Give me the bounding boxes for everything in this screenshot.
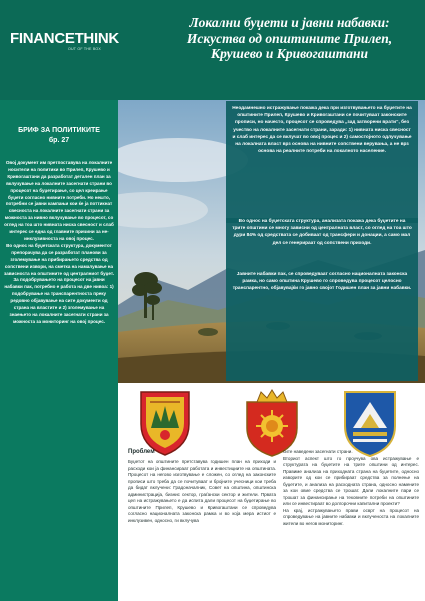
header-band — [0, 0, 425, 100]
problem-column-1 — [128, 459, 276, 524]
sidebar-paragraph: Овој документ им претпоставува на локалните носители на политики во Прилеп, Крушево и Кривогаштани да разработат детален план за вклучување на локалните засегнати страни во процесот на буџетирање, со цел креирање буџети согласно нивните потреби. Но нешто, потребни се јавни кампањи кои ќе ја поттикнат свесноста на локалните засегнати страни за можноста за нивно вклучување во процесот, со оглед на тоа што нивната ниска свесност и слаб интерес се една од главните причини за не-инклузивноста на овој процес. — [4, 160, 114, 241]
brief-label — [0, 126, 118, 146]
krivogashtani-crest-icon — [341, 388, 399, 458]
title-line-3: Крушево и Кривогаштани — [210, 46, 369, 61]
problem-heading: Проблем — [128, 449, 155, 455]
page-title — [157, 15, 422, 62]
key-finding-text: Неодамнешно истражување покажа дека при изготвувањето на буџетите на општините Прилеп, Крушево и Кривогаштани се почитуваат законските прописи, но начесто, процесот се спроведува „зад затворени врати“, без учество на локалните засегнати страни, заради: 1) нивната ниска свесност и слаб интерес да се вклучат во овој процес и 2) самостојното одлучување на локалната власт врз основа на нивните сопствени верувања, а не врз основа на реалните потреби на локалното население. — [232, 106, 412, 155]
problem-paragraph: сите наведени засегнати страни. — [283, 449, 353, 454]
title-line-1: Локални буџети и јавни набавки: — [189, 15, 390, 30]
problem-paragraph: Буџетот на општините претставува годишен план на приходи и расходи кои ја финансираат работата и инвестициите на општината. Процесот на негово изготвување е сложен, со оглед на законските прописи што треба да се почитуваат и бројните учесници кои треба да бидат вклучени: Градоначалник, Совет на општина, општинска администрација, бизнис сектор, граѓански сектор и жители. Првата цел на истражувањето е да испита дали процесот на буџетирање во општините Прилеп, Крушево и Кривогаштани се спроведува согласно националната законска рамка и во која мера истиот е инклузивен, односно, ги вклучува — [128, 459, 276, 523]
key-finding-text: Јавните набавки пак, се спроведуваат согласно националната законска рамка, но само општина Крушево го спроведува процесот целосно транспарентно, објавувајќи го јавно својот Годишен план за јавни набавки. — [232, 272, 412, 292]
brief-number: бр. 27 — [48, 137, 70, 144]
key-finding-box-procurement — [226, 271, 418, 381]
financethink-logo — [10, 30, 125, 54]
logo-tagline: OUT OF THE BOX — [68, 47, 102, 51]
problem-paragraph: На крај, истражувањето прави осврт на процесот на спроведување на јавните набавки и вклученоста на локалните жители во негов мониторинг. — [283, 507, 419, 527]
sidebar-summary — [4, 160, 114, 326]
logo-name: FINANCETHINK — [10, 30, 119, 47]
title-line-2: Искуства од општините Прилеп, — [186, 30, 393, 46]
key-finding-text: Во однос на буџетската структура, анализата покажа дека буџетите на трите општини се многу зависни од централната власт, со оглед на тоа што дури 84% од средствата се добиваат од трансфери и донации, а само мал дел се генерираат од сопствени приходи. — [232, 219, 412, 246]
problem-paragraph: Вториот аспект што го проучува ова истражување е структурата на буџетите на трите општини од интерес. Правиме анализа на приходната страна на буџетите, односно изворите од кои се прибираат средства за полнење на буџетите, и анализа на расходната страна, односно намените за кои овие средства се трошат. Дали локалните пари се трошат за финансирање на тековните потреби на општините или се инвестираат во долгорочни капитални проекти? — [283, 455, 419, 507]
brief-label-text: БРИФ ЗА ПОЛИТИКИТЕ — [18, 127, 100, 134]
sidebar — [0, 100, 118, 601]
problem-column-2 — [283, 449, 419, 528]
prilep-crest-icon — [136, 388, 194, 458]
krushevo-crest-icon — [243, 388, 301, 458]
key-finding-box-structure — [226, 218, 418, 271]
key-finding-box-budgeting — [226, 101, 418, 223]
sidebar-paragraph: За подобрувањето на процесот на јавни набавки пак, потребно е работа на две нивоа: 1) подобрување на транспарентноста преку редовно објавување на сите документи од страна на властите и 2) зголемување на знаењето на локалните засегнати страни за можноста за мониторинг на овој процес. — [4, 277, 114, 324]
sidebar-paragraph: Во однос на буџетската структура, документот препорачува да се разработат планови за зголемување на прибирањето средства од сопствени извори, на сметка на намалување на зависноста на општините од централниот буџет. — [4, 242, 114, 276]
